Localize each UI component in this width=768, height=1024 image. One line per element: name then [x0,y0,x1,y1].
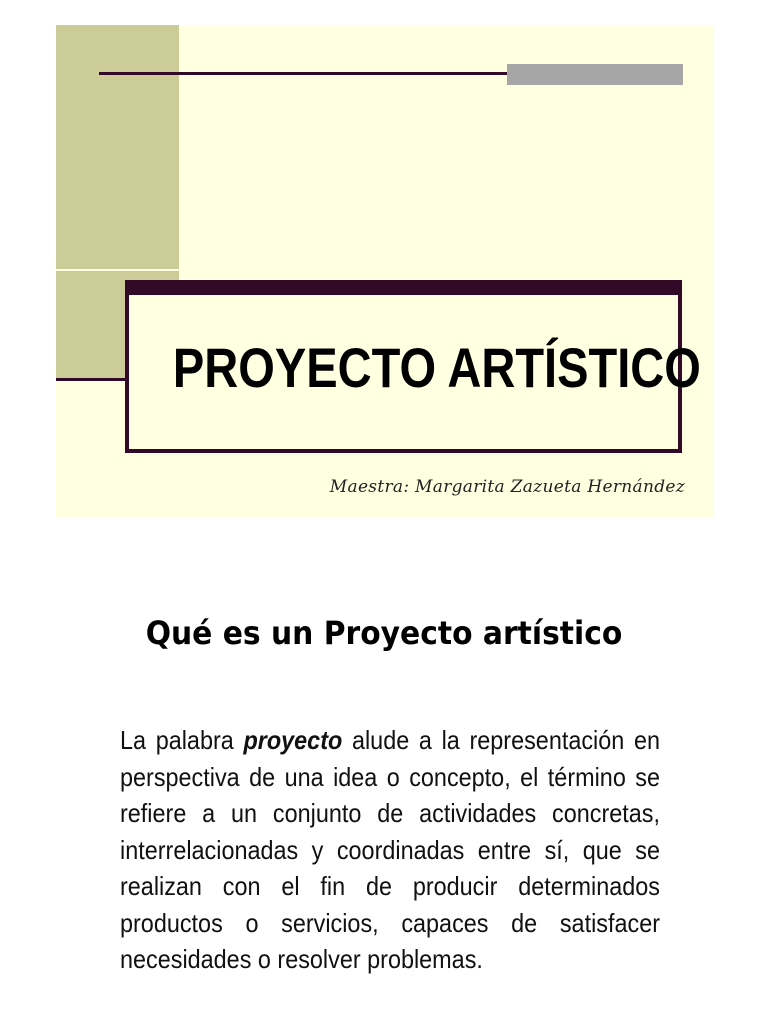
title-box [125,280,701,453]
grey-accent-bar [507,64,683,85]
middle-rule-line [56,378,126,381]
paragraph-text-end: alude a la representación en perspectiva de una idea o concepto, el término se refiere a un conjunto de actividades concretas, interrelacionadas y coordinadas entre sí, que se realizan con el fin de producir determinados productos o servicios, capaces de satisfacer necesidades o resolver problemas. [120,725,660,974]
author-signature: Maestra: Margarita Zazueta Hernández [329,477,685,497]
paragraph-text-start: La palabra [120,725,244,755]
paragraph-emphasis: proyecto [243,725,343,755]
title-slide-image [56,25,713,517]
slide-title: PROYECTO ARTÍSTICO [172,336,701,399]
sidebar-divider [56,269,179,271]
body-paragraph [120,722,660,978]
section-heading: Qué es un Proyecto artístico [145,614,623,652]
